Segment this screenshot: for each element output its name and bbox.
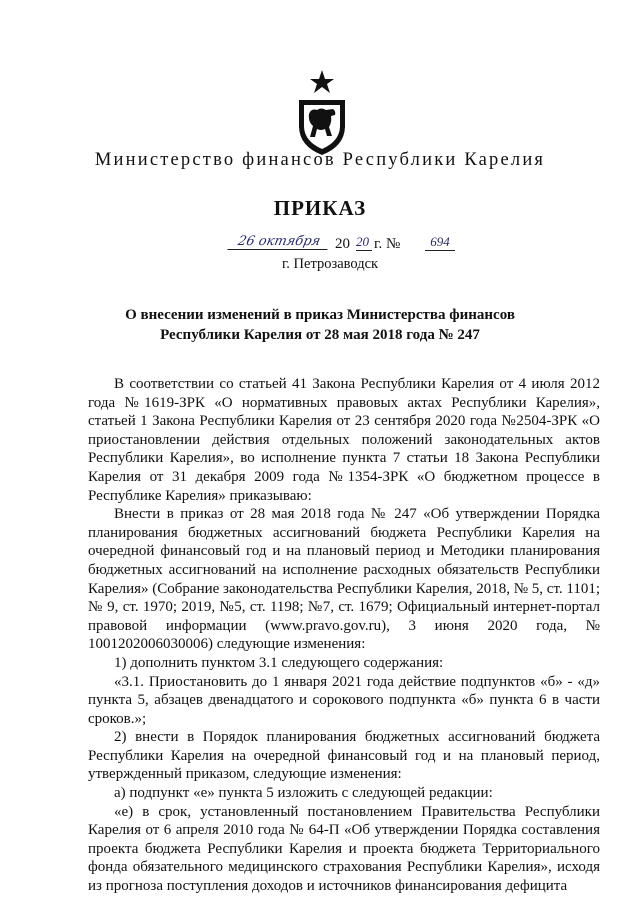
order-number-handwritten: 694 (425, 234, 455, 251)
order-year-prefix: 20 (335, 236, 350, 252)
order-body (88, 375, 600, 896)
body-paragraph: «3.1. Приостановить до 1 января 2021 года действие подпунктов «б» - «д» пункта 5, абзацев двенадцатого и сорокового подпункта «б» пункта 6 в части сроков.»; (88, 673, 600, 727)
order-date-line (229, 234, 449, 258)
ministry-name: Министерство финансов Республики Карелия (94, 150, 546, 170)
city-name: г. Петрозаводск (282, 256, 379, 272)
order-year-handwritten: 20 (356, 234, 372, 251)
order-date-handwritten: 26 октября (227, 234, 330, 250)
body-paragraph: а) подпункт «е» пункта 5 изложить с следующей редакции: (114, 785, 493, 802)
body-paragraph: Внести в приказ от 28 мая 2018 года № 247 «Об утверждении Порядка планирования бюджетных ассигнований бюджета Республики Карелия на очередной финансовый год и на плановый период и Методики планирования бюджетных ассигнований на исполнение расходных обязательств Республики Карелия» (Собрание законодательства Республики Карелия, 2018, № 5, ст. 1101; № 9, ст. 1970; 2019, №5, ст. 1198; №7, ст. 1679; Официальный интернет-портал правовой информации (www.pravo.gov.ru), 3 июня 2020 года, № 1001202006030006) следующие изменения: (88, 506, 600, 653)
body-paragraph: В соответствии со статьей 41 Закона Республики Карелия от 4 июля 2012 года №1619-ЗРК «О нормативных правовых актах Республики Карелия», статьей 1 Закона Республики Карелия от 23 сентября 2020 года №2504-ЗРК «О приостановлении действия отдельных положений законодательных актов Республики Карелия», во исполнение пункта 7 статьи 18 Закона Республики Карелия от 31 декабря 2009 года №1354-ЗРК «О бюджетном процессе в Республике Карелия» приказываю: (88, 376, 600, 504)
body-paragraph: 2) внести в Порядок планирования бюджетных ассигнований бюджета Республики Карелия на очередной финансовый год и на плановый период, утвержденный приказом, следующие изменения: (88, 729, 600, 783)
karelia-emblem-icon (295, 70, 349, 156)
order-number-label: г. № (374, 236, 401, 252)
document-type-title: ПРИКАЗ (273, 196, 367, 220)
body-paragraph: «е) в срок, установленный постановлением Правительства Республики Карелия от 6 апреля 2010 года № 64-П «Об утверждении Порядка составления проекта бюджета Республики Карелия и проекта бюджета Территориального фонда обязательного медицинского страхования Республики Карелия», исходя из прогноза поступления доходов и источников финансирования дефицита (88, 803, 600, 895)
order-subject: О внесении изменений в приказ Министерства финансов Республики Карелия от 28 мая 2018 года № 247 (125, 307, 515, 343)
body-paragraph: 1) дополнить пунктом 3.1 следующего содержания: (114, 654, 444, 671)
